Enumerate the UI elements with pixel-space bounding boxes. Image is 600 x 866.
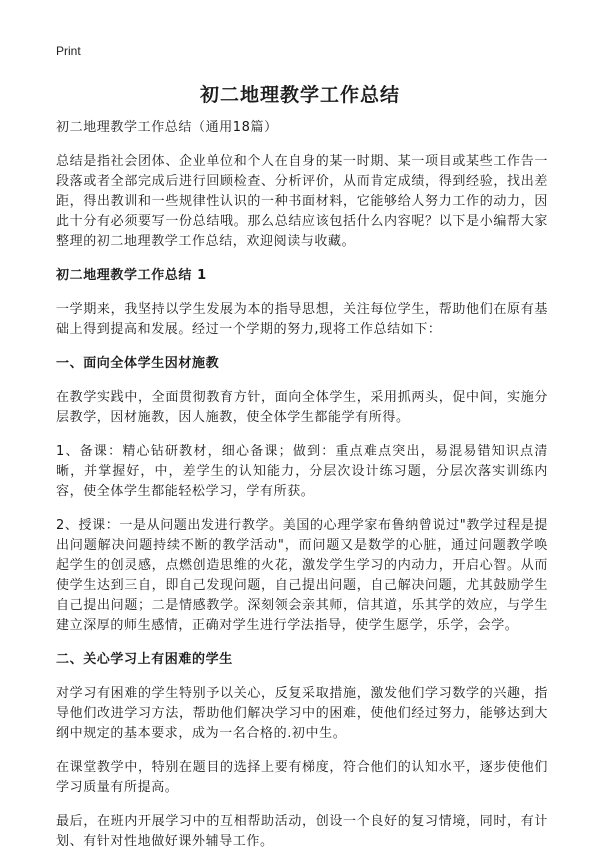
paragraph-teaching: 2、授课：一是从问题出发进行教学。美国的心理学家布鲁纳曾说过"教学过程是提出问题解决问题持续不断的教学活动"，而问题又是数学的心脏，通过问题教学唤起学生的创灵感，点燃创造思维的火花，激发学生学习的内动力，开启心智。从而使学生达到三自，即自己发现问题，自己提出问题，自己解决问题，尤其鼓励学生自己提出问题；二是情感教学。深刻领会亲其师，信其道，乐其学的效应，与学生建立深厚的师生感情，正确对学生进行学法指导，使学生愿学，乐学，会学。 — [56, 518, 548, 633]
heading-struggling-students: 二、关心学习上有困难的学生 — [56, 652, 233, 667]
document-title: 初二地理教学工作总结 — [199, 84, 400, 106]
document-subtitle: 初二地理教学工作总结（通用18篇） — [56, 120, 278, 135]
document-body — [56, 118, 548, 866]
section-title: 初二地理教学工作总结 1 — [56, 268, 207, 283]
intro-paragraph: 总结是指社会团体、企业单位和个人在自身的某一时期、某一项目或某些工作告一段落或者全部完成后进行回顾检查、分析评价，从而肯定成绩，得到经验，找出差距，得出教训和一些规律性认识的一种书面材料，它能够给人努力工作的动力，因此十分有必须要写一份总结哦。那么总结应该包括什么内容呢？以下是小编帮大家整理的初二地理教学工作总结，欢迎阅读与收藏。 — [56, 154, 548, 249]
paragraph-care: 对学习有困难的学生特别予以关心，反复采取措施，激发他们学习数学的兴趣，指导他们改进学习方法，帮助他们解决学习中的困难，使他们经过努力，能够达到大纲中规定的基本要求，成为一名合格的.初中生。 — [56, 686, 548, 741]
paragraph-lesson-prep: 1、备课：精心钻研教材，细心备课；做到：重点难点突出，易混易错知识点清晰，并掌握好，中，差学生的认知能力，分层次设计练习题，分层次落实训练内容，使全体学生都能轻松学习，学有所获。 — [56, 444, 548, 499]
heading-teach-all-students: 一、面向全体学生因材施教 — [56, 356, 220, 371]
paragraph-classroom: 在课堂教学中，特别在题目的选择上要有梯度，符合他们的认知水平，逐步使他们学习质量有所提高。 — [56, 760, 548, 795]
paragraph-overview: 一学期来，我坚持以学生发展为本的指导思想，关注每位学生，帮助他们在原有基础上得到提高和发展。经过一个学期的努力,现将工作总结如下： — [56, 302, 548, 337]
print-link[interactable]: Print — [56, 44, 81, 58]
paragraph-peer-help: 最后，在班内开展学习中的互相帮助活动，创设一个良好的复习情境，同时，有计划、有针对性地做好课外辅导工作。 — [56, 814, 548, 849]
paragraph-teaching-practice: 在教学实践中，全面贯彻教育方针，面向全体学生，采用抓两头，促中间，实施分层教学，因材施教，因人施教，使全体学生都能学有所得。 — [56, 390, 548, 425]
